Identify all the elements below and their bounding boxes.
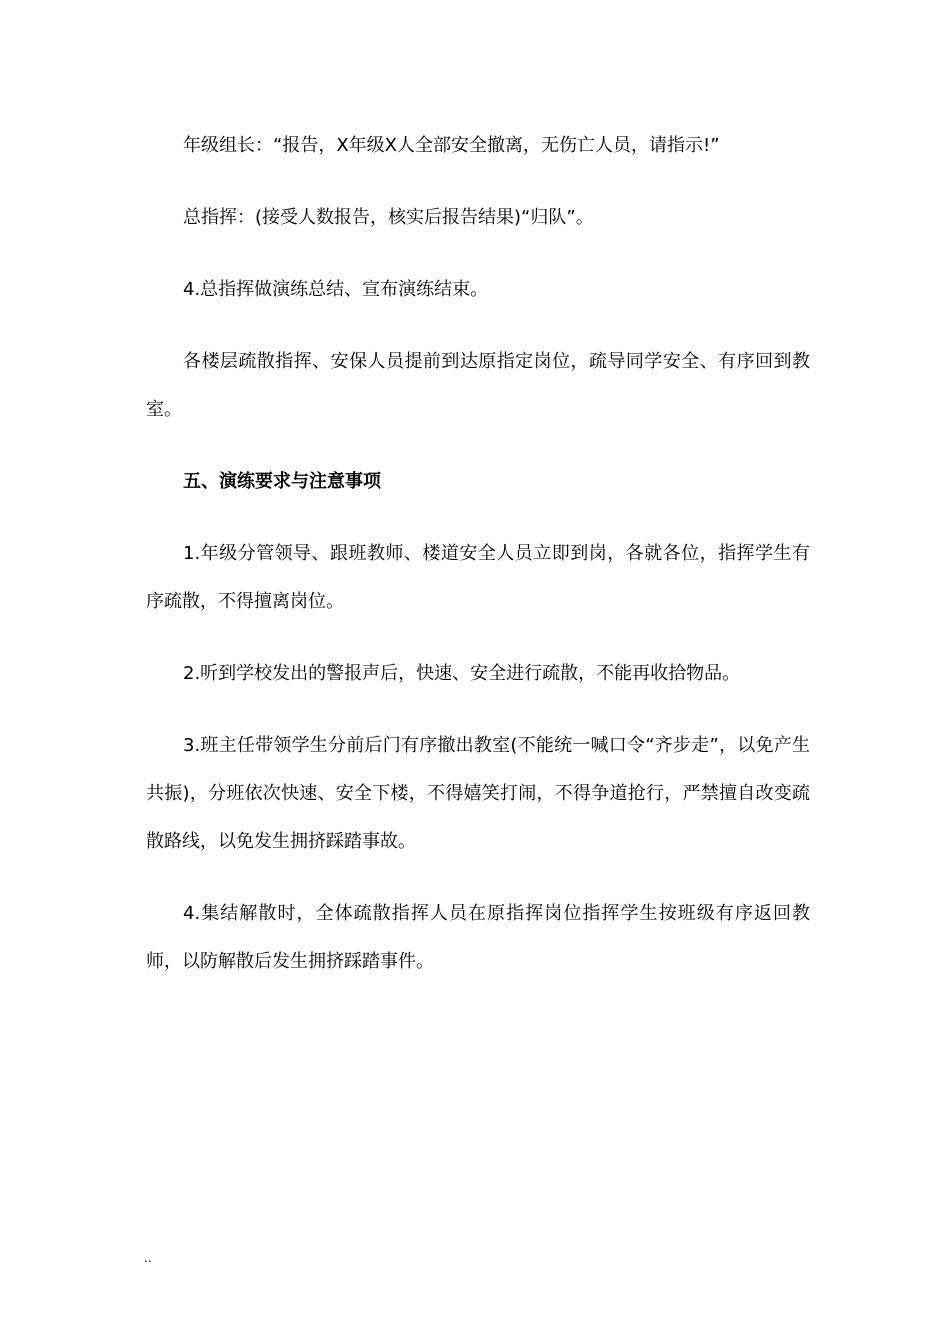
- document-body: [146, 122, 810, 986]
- requirement-item-1: 1.年级分管领导、跟班教师、楼道安全人员立即到岗，各就各位，指挥学生有序疏散，不得擅离岗位。: [146, 543, 810, 612]
- paragraph-commander-reply: 总指挥：(接受人数报告，核实后报告结果)“归队”。: [183, 207, 594, 228]
- footer-mark: ..: [144, 1251, 152, 1265]
- requirement-item-2: 2.听到学校发出的警报声后，快速、安全进行疏散，不能再收拾物品。: [183, 663, 741, 684]
- requirement-item-4: 4.集结解散时，全体疏散指挥人员在原指挥岗位指挥学生按班级有序返回教师，以防解散后发生拥挤踩踏事件。: [146, 903, 810, 972]
- paragraph-report: 年级组长：“报告，X年级X人全部安全撤离，无伤亡人员，请指示!”: [183, 135, 720, 156]
- paragraph-summary: 4.总指挥做演练总结、宣布演练结束。: [183, 279, 489, 300]
- paragraph-return-classroom: 各楼层疏散指挥、安保人员提前到达原指定岗位，疏导同学安全、有序回到教室。: [146, 351, 810, 420]
- section-heading: 五、演练要求与注意事项: [183, 471, 381, 492]
- requirement-item-3: 3.班主任带领学生分前后门有序撤出教室(不能统一喊口令“齐步走”，以免产生共振)，分班依次快速、安全下楼，不得嬉笑打闹，不得争道抢行，严禁擅自改变疏散路线，以免发生拥挤踩踏事故。: [146, 735, 810, 852]
